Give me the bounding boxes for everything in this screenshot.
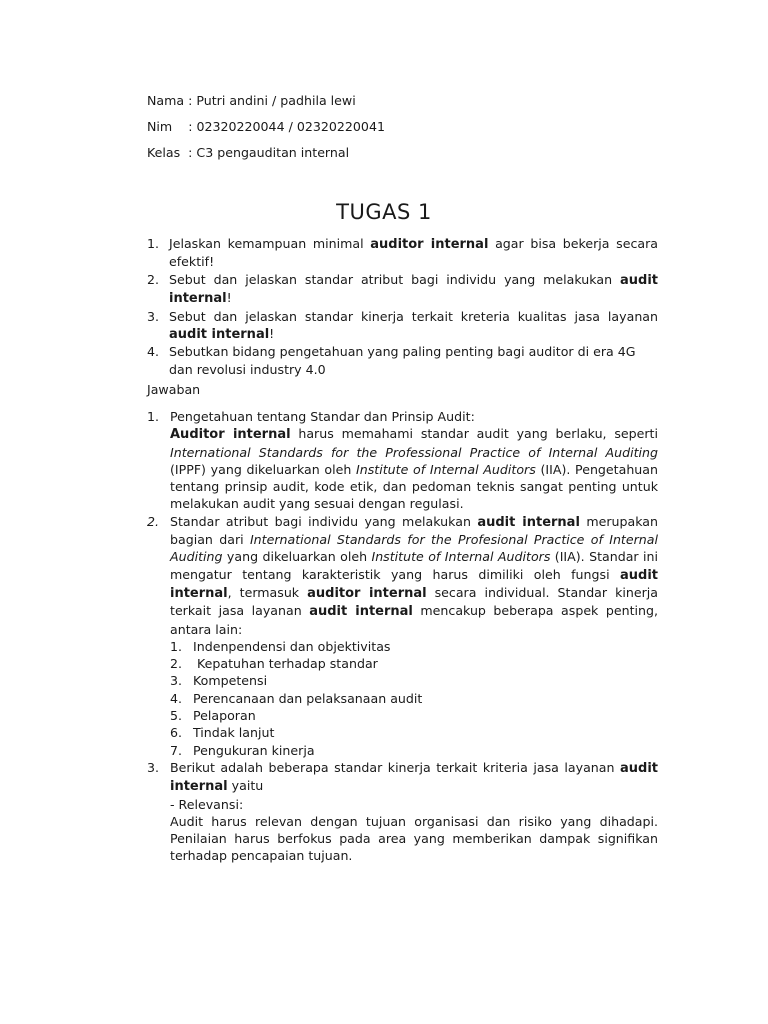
italic-term: Institute of Internal Auditors (356, 461, 536, 477)
student-nim: Nim : 02320220044 / 02320220041 (147, 119, 385, 134)
answer-text: (IPPF) yang dikeluarkan oleh (170, 461, 357, 477)
question-text: Sebut dan jelaskan standar atribut bagi individu yang melakukan (169, 271, 620, 287)
relevance-text: Audit harus relevan dengan tujuan organisasi dan risiko yang dihadapi. Penilaian harus berfokus pada area yang memberikan dampak signifikan terhadap pencapaian tujuan. (170, 813, 658, 864)
aspect-text: Kepatuhan terhadap standar (193, 656, 378, 672)
aspect-item (170, 724, 658, 741)
answer-text: yaitu (227, 778, 264, 794)
question-number: 4. (147, 344, 160, 360)
aspect-item (170, 638, 658, 655)
aspect-number: 6. (170, 725, 183, 741)
aspect-text: Pengukuran kinerja (193, 742, 315, 758)
student-class: Kelas : C3 pengauditan internal (147, 145, 350, 160)
aspect-text: Perencanaan dan pelaksanaan audit (193, 690, 423, 706)
question-text: Sebutkan bidang pengetahuan yang paling penting bagi auditor di era 4G dan revolusi industry 4.0 (169, 344, 636, 377)
question-text-end: ! (269, 326, 275, 342)
answer-text: harus memahami standar audit yang berlaku, seperti (290, 426, 658, 442)
bold-term: audit internal (170, 760, 658, 795)
aspect-number: 3. (170, 673, 183, 689)
aspect-number: 4. (170, 690, 183, 706)
question-number: 3. (147, 308, 160, 324)
italic-term: Institute of Internal Auditors (371, 549, 551, 565)
question-text: Jelaskan kemampuan minimal (169, 236, 371, 251)
question-text: Sebut dan jelaskan standar kinerja terkait kreteria kualitas jasa layanan (169, 308, 658, 324)
question-number: 1. (147, 236, 160, 251)
question-list (147, 235, 658, 378)
answer-1-body (170, 425, 658, 512)
question-item (147, 308, 658, 344)
question-text-end: ! (226, 290, 232, 306)
question-item (147, 235, 658, 271)
relevance-heading: - Relevansi: (170, 796, 244, 812)
answer-3-intro (170, 759, 658, 796)
aspect-item (170, 690, 658, 707)
answer-2-body (170, 513, 658, 638)
page-title: TUGAS 1 (336, 200, 432, 224)
question-text-end: agar bisa bekerja secara efektif! (169, 236, 659, 270)
answer-text: Berikut adalah beberapa standar kinerja terkait kriteria jasa layanan (170, 759, 620, 775)
bold-term: audit internal (170, 567, 658, 601)
question-bold: auditor internal (370, 237, 489, 252)
aspect-item (170, 742, 658, 759)
student-name: Nama : Putri andini / padhila lewi (147, 93, 356, 108)
bold-term: auditor internal (307, 585, 427, 601)
aspect-number: 7. (170, 742, 183, 758)
answer-1 (147, 408, 658, 513)
answer-text: yang dikeluarkan oleh (222, 549, 372, 565)
answer-number: 3. (147, 759, 160, 775)
aspect-number: 2. (170, 656, 183, 672)
answer-number: 1. (147, 409, 160, 424)
question-bold: audit internal (169, 272, 658, 307)
bold-term: Auditor internal (170, 427, 291, 443)
answer-text: merupakan bagian dari (170, 513, 658, 548)
italic-term: International Standards for the Professional Practice of Internal Auditing (170, 444, 658, 460)
answer-list (147, 408, 659, 865)
answer-number: 2. (147, 513, 160, 529)
answer-text: , termasuk (227, 584, 308, 600)
answer-text: secara individual. Standar kinerja terkait jasa layanan (170, 584, 658, 619)
answer-text: (IIA). Pengetahuan tentang prinsip audit, kode etik, dan pedoman teknis sangat penting untuk melakukan audit yang sesuai dengan regulasi. (170, 461, 658, 512)
aspect-text: Tindak lanjut (193, 725, 275, 741)
question-number: 2. (147, 271, 160, 287)
aspect-text: Pelaporan (193, 708, 256, 724)
aspect-number: 1. (170, 638, 183, 654)
answer-text: mencakup beberapa aspek penting, antara lain: (170, 603, 659, 637)
italic-term: International Standards for the Profesional Practice of Internal Auditing (170, 532, 658, 565)
bold-term: audit internal (477, 514, 580, 530)
answer-text: Standar atribut bagi individu yang melakukan (170, 513, 478, 529)
bold-term: audit internal (309, 604, 413, 620)
answer-text: (IIA). Standar ini mengatur tentang karakteristik yang harus dimiliki oleh fungsi (170, 549, 658, 582)
aspect-list (170, 638, 658, 759)
question-bold: audit internal (169, 327, 270, 343)
aspect-item (170, 655, 658, 672)
aspect-text: Kompetensi (193, 673, 268, 689)
question-item (147, 271, 658, 308)
answers-label: Jawaban (147, 382, 201, 397)
aspect-text: Indenpendensi dan objektivitas (193, 638, 391, 654)
aspect-item (170, 707, 658, 724)
answer-1-heading: Pengetahuan tentang Standar dan Prinsip Audit: (170, 409, 475, 424)
question-item (147, 343, 658, 378)
aspect-item (170, 672, 658, 689)
answer-3 (147, 759, 658, 865)
aspect-number: 5. (170, 708, 183, 724)
answer-2 (147, 513, 658, 759)
